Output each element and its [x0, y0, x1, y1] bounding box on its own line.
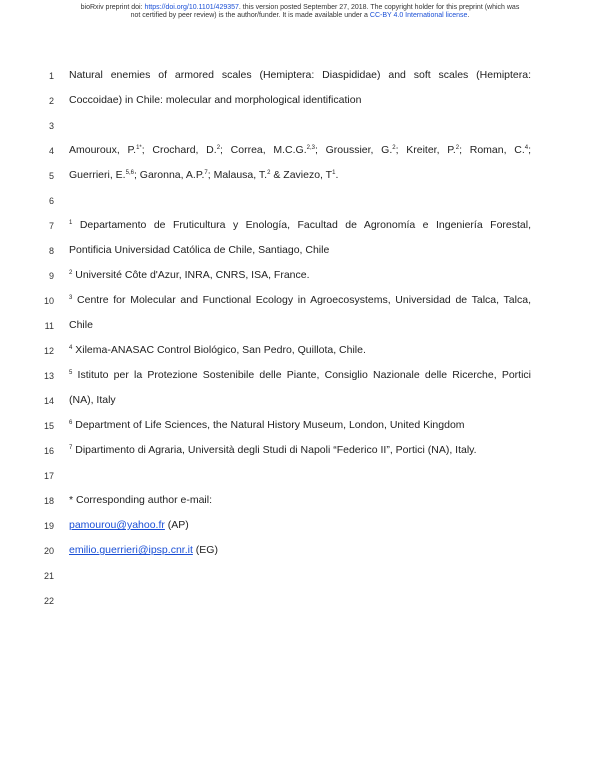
affiliation-1-line-2: Pontificia Universidad Católica de Chile, Santiago, Chile: [69, 244, 330, 256]
affiliation-2: [69, 269, 531, 281]
author-name: Guerrieri, E.: [69, 169, 126, 181]
affil-text: Dipartimento di Agraria, Università degli Studi di Napoli “Federico II”, Portici (NA), Italy.: [72, 444, 477, 456]
affil-text: Xilema-ANASAC Control Biológico, San Pedro, Quillota, Chile.: [72, 344, 366, 356]
authors-line-2: [69, 169, 531, 181]
affil-number: 1: [69, 220, 73, 226]
manuscript-line: [0, 569, 600, 593]
author-separator: ;: [528, 144, 531, 156]
license-link[interactable]: CC-BY 4.0 International license: [369, 12, 468, 19]
author-name: & Zaviezo, T: [270, 169, 333, 181]
line-number: 7: [48, 221, 54, 231]
manuscript-line: [0, 294, 600, 318]
line-number: 13: [43, 371, 54, 381]
affil-text: Université Côte d'Azur, INRA, CNRS, ISA, France.: [72, 269, 310, 281]
line-number: 4: [48, 146, 54, 156]
corresponding-author-heading: * Corresponding author e-mail:: [69, 494, 212, 506]
author-affil-sup: 2: [455, 145, 460, 151]
email-line-1: [69, 519, 531, 531]
author-name: ; Garonna, A.P.: [133, 169, 205, 181]
author-name: ; Roman, C.: [459, 144, 525, 156]
author-affil-sup: 1*: [136, 145, 142, 151]
manuscript-line: [0, 219, 600, 243]
author-name: ; Correa, M.C.G.: [220, 144, 307, 156]
affiliation-4: [69, 344, 531, 356]
affil-text: Istituto per la Protezione Sostenibile delle Piante, Consiglio Nazionale delle Ricerche, Portici: [72, 369, 531, 381]
affiliation-7: [69, 444, 531, 456]
manuscript-line: [0, 194, 600, 218]
affiliation-3-line-2: Chile: [69, 319, 93, 331]
manuscript-line: [0, 69, 600, 93]
author-affil-sup: 2: [216, 145, 221, 151]
manuscript-line: [0, 419, 600, 443]
affil-text: Centre for Molecular and Functional Ecology in Agroecosystems, Universidad de Talca, Talca,: [72, 294, 531, 306]
header-text: . this version posted September 27, 2018. The copyright holder for this preprint (which was: [238, 4, 520, 11]
email-line-2: [69, 544, 531, 556]
manuscript-line: [0, 469, 600, 493]
preprint-header: [40, 4, 560, 20]
author-affil-sup: 7: [204, 170, 208, 176]
author-affil-sup: 5,6: [125, 170, 134, 176]
title-line-2: Coccoidae) in Chile: molecular and morphological identification: [69, 94, 362, 106]
affiliation-5-line-1: [69, 369, 531, 381]
author-name: ; Malausa, T.: [207, 169, 268, 181]
manuscript-line: [0, 519, 600, 543]
manuscript-line: [0, 494, 600, 518]
affiliation-5-line-2: (NA), Italy: [69, 394, 116, 406]
line-number: 20: [43, 546, 54, 556]
line-number: 19: [43, 521, 54, 531]
header-line-2: [40, 12, 560, 20]
line-number: 21: [43, 571, 54, 581]
line-number: 15: [43, 421, 54, 431]
manuscript-line: [0, 344, 600, 368]
title-line-1: Natural enemies of armored scales (Hemiptera: Diaspididae) and soft scales (Hemiptera:: [69, 69, 531, 81]
doi-link[interactable]: https://doi.org/10.1101/429357: [144, 4, 239, 11]
line-number: 16: [43, 446, 54, 456]
author-separator: .: [335, 169, 339, 181]
affiliation-6: [69, 419, 531, 431]
affil-text: Department of Life Sciences, the Natural History Museum, London, United Kingdom: [72, 419, 465, 431]
line-number: 10: [43, 296, 54, 306]
affil-number: 6: [69, 420, 73, 426]
header-text: .: [467, 12, 470, 19]
manuscript-line: [0, 169, 600, 193]
manuscript-line: [0, 144, 600, 168]
line-number: 2: [48, 96, 54, 106]
line-number: 6: [48, 196, 54, 206]
line-number: 17: [43, 471, 54, 481]
manuscript-line: [0, 369, 600, 393]
author-affil-sup: 2: [392, 145, 396, 151]
line-number: 22: [43, 596, 54, 606]
email-link-guerrieri[interactable]: emilio.guerrieri@ipsp.cnr.it: [69, 544, 193, 556]
line-number: 5: [48, 171, 54, 181]
line-number: 14: [43, 396, 54, 406]
manuscript-line: [0, 394, 600, 418]
email-initials: (AP): [164, 519, 189, 531]
affil-number: 7: [69, 445, 73, 451]
manuscript-line: [0, 319, 600, 343]
header-line-1: [40, 4, 560, 12]
affil-number: 2: [69, 270, 73, 276]
email-initials: (EG): [192, 544, 218, 556]
author-affil-sup: 2: [267, 170, 271, 176]
line-number: 18: [43, 496, 54, 506]
author-name: ; Crochard, D.: [141, 144, 217, 156]
author-affil-sup: 1: [332, 170, 336, 176]
manuscript-line: [0, 544, 600, 568]
line-number: 11: [44, 321, 54, 331]
line-number: 9: [48, 271, 54, 281]
manuscript-line: [0, 594, 600, 618]
affil-number: 3: [69, 295, 73, 301]
affil-number: 4: [69, 345, 73, 351]
manuscript-line: [0, 444, 600, 468]
line-number: 1: [48, 71, 54, 81]
manuscript-line: [0, 119, 600, 143]
line-number: 12: [43, 346, 54, 356]
manuscript-line: [0, 94, 600, 118]
affil-number: 5: [69, 370, 73, 376]
author-name: ; Groussier, G.: [314, 144, 393, 156]
line-number: 8: [48, 246, 54, 256]
manuscript-line: [0, 269, 600, 293]
author-name: Amouroux, P.: [69, 144, 137, 156]
authors-line-1: [69, 144, 531, 156]
line-number: 3: [48, 121, 54, 131]
email-link-amouroux[interactable]: pamourou@yahoo.fr: [69, 519, 165, 531]
affil-text: Departamento de Fruticultura y Enología, Facultad de Agronomía e Ingeniería Forestal,: [72, 219, 531, 231]
header-text: bioRxiv preprint doi:: [80, 4, 145, 11]
author-affil-sup: 2,3: [306, 145, 315, 151]
header-text: not certified by peer review) is the author/funder. It is made available under a: [130, 12, 370, 19]
author-affil-sup: 4: [524, 145, 529, 151]
manuscript-line: [0, 244, 600, 268]
affiliation-1-line-1: [69, 219, 531, 231]
author-name: ; Kreiter, P.: [395, 144, 456, 156]
affiliation-3-line-1: [69, 294, 531, 306]
